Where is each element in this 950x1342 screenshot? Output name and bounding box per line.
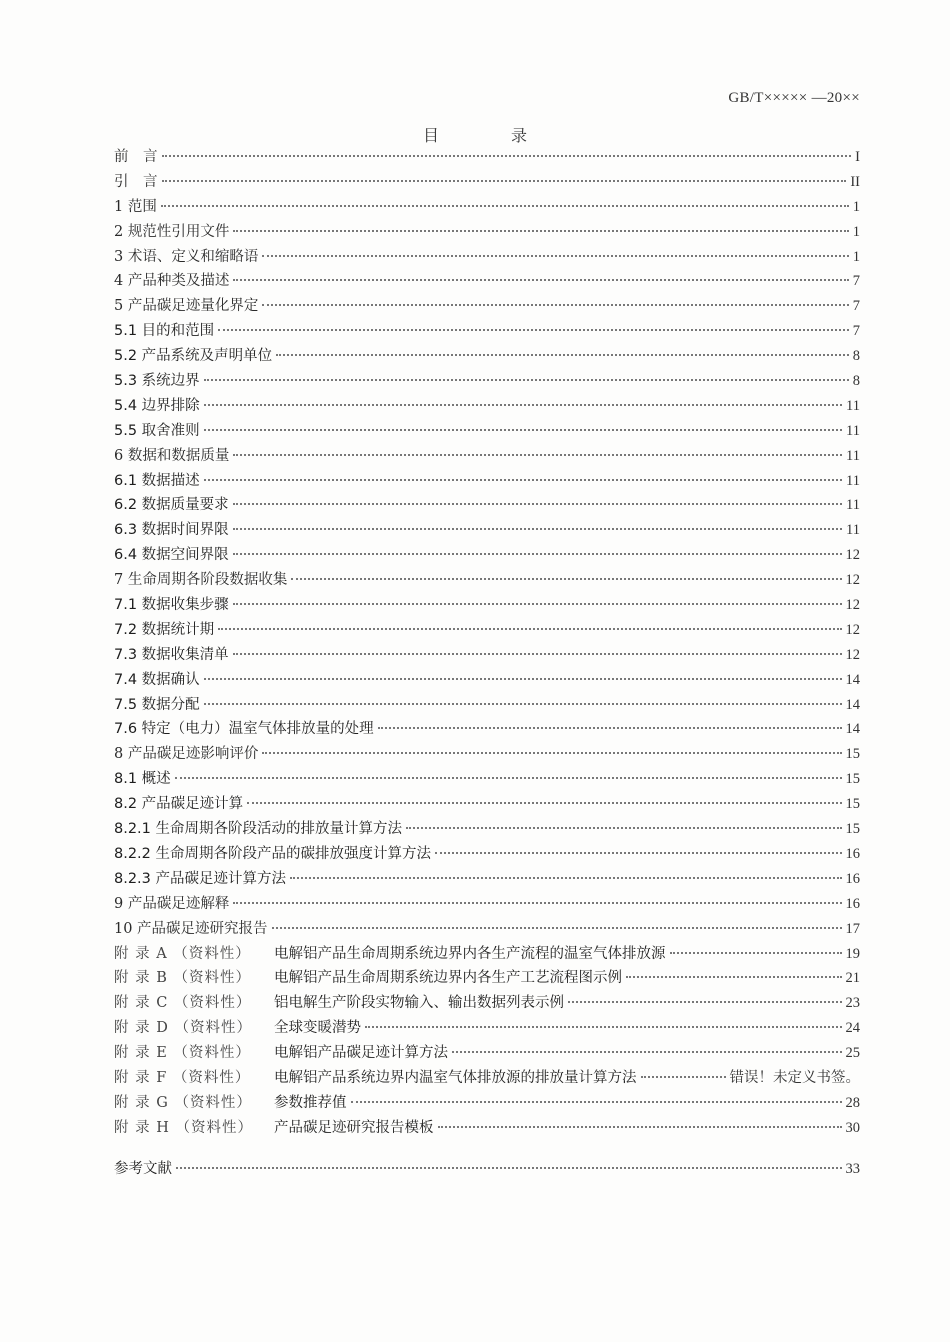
leader-dots (378, 727, 842, 729)
toc-entry[interactable] (114, 917, 860, 942)
leader-dots (233, 902, 841, 904)
toc-entry-label: 6.4 数据空间界限 (114, 547, 229, 564)
toc-entry-page: 11 (846, 522, 860, 539)
toc-entry[interactable] (114, 419, 860, 444)
toc-entry-label (114, 1016, 361, 1041)
toc-appendix-entry[interactable] (114, 966, 860, 991)
toc-entry-label: 8.2.2 生命周期各阶段产品的碳排放强度计算方法 (114, 845, 432, 862)
toc-entry[interactable] (114, 294, 860, 319)
toc-entry[interactable] (114, 369, 860, 394)
toc-entry-page: 1 (852, 248, 860, 265)
appendix-title: 电解铝产品生命周期系统边界内各生产工艺流程图示例 (274, 970, 622, 987)
toc-entry-page: I (855, 149, 860, 165)
appendix-prefix: 附 录 B （资料性） (114, 970, 251, 987)
toc-entry-page: 24 (845, 1020, 860, 1037)
leader-dots (262, 304, 848, 306)
leader-dots (365, 1026, 842, 1028)
leader-dots (233, 230, 848, 232)
toc-entry-page: 15 (845, 796, 860, 813)
leader-dots (161, 205, 849, 207)
toc-entry-page: 23 (845, 995, 860, 1012)
toc-appendix-entry[interactable] (114, 1066, 860, 1091)
toc-entry[interactable] (114, 170, 860, 195)
toc-entry-label: 7.5 数据分配 (114, 696, 200, 713)
leader-dots (204, 379, 849, 381)
toc-entry-label: 5.5 取舍准则 (114, 422, 200, 439)
leader-dots (626, 976, 842, 978)
toc-entry[interactable] (114, 842, 860, 867)
leader-dots (291, 578, 841, 580)
toc-entry-page: 12 (845, 572, 860, 589)
toc-entry-page: 8 (852, 348, 860, 365)
toc-entry[interactable] (114, 717, 860, 742)
toc-entry[interactable] (114, 643, 860, 668)
toc-entry[interactable] (114, 867, 860, 892)
appendix-title: 电解铝产品系统边界内温室气体排放源的排放量计算方法 (274, 1069, 637, 1086)
leader-dots (233, 603, 842, 605)
appendix-prefix: 附 录 G （资料性） (114, 1094, 252, 1111)
appendix-prefix: 附 录 H （资料性） (114, 1119, 253, 1136)
toc-entry-label: 1 范围 (114, 198, 157, 215)
appendix-title: 参数推荐值 (274, 1094, 347, 1111)
toc-entry-label (114, 1116, 434, 1141)
leader-dots (262, 752, 841, 754)
toc-entry-label (114, 942, 666, 967)
toc-entry[interactable] (114, 742, 860, 767)
leader-dots (670, 952, 842, 954)
toc-entry-page: 25 (845, 1045, 860, 1062)
toc-entry-label: 8 产品碳足迹影响评价 (114, 746, 259, 763)
toc-entry-page: 8 (852, 373, 860, 390)
toc-entry[interactable] (114, 892, 860, 917)
leader-dots (233, 454, 842, 456)
toc-entry-label: 8.2.1 生命周期各阶段活动的排放量计算方法 (114, 821, 403, 838)
leader-dots (247, 802, 841, 804)
leader-dots (568, 1001, 842, 1003)
appendix-prefix: 附 录 D （资料性） (114, 1020, 252, 1037)
toc-entry[interactable] (114, 319, 860, 344)
toc-entry-page: 11 (846, 447, 860, 464)
toc-entry-label: 参考文献 (114, 1161, 172, 1177)
toc-entry[interactable] (114, 344, 860, 369)
toc-entry-page: 30 (845, 1119, 860, 1136)
toc-entry-label: 6.1 数据描述 (114, 472, 200, 489)
toc-entry-label: 7.1 数据收集步骤 (114, 597, 229, 614)
toc-entry-page: 14 (845, 721, 860, 738)
appendix-prefix: 附 录 A （资料性） (114, 945, 251, 962)
toc-appendix-entry[interactable] (114, 1116, 860, 1141)
leader-dots (641, 1076, 726, 1078)
toc-entry-page: 11 (846, 422, 860, 439)
toc-entry-label: 7.3 数据收集清单 (114, 646, 229, 663)
toc-entry-label: 8.2 产品碳足迹计算 (114, 796, 244, 813)
leader-dots (233, 653, 842, 655)
leader-dots (233, 503, 842, 505)
toc-entry[interactable] (114, 195, 860, 220)
toc-entry[interactable] (114, 543, 860, 568)
toc-entry-label: 引 言 (114, 173, 158, 190)
toc-entry-page: 12 (845, 621, 860, 638)
toc-entry-label: 5.1 目的和范围 (114, 323, 215, 340)
leader-dots (438, 1126, 842, 1128)
document-code: GB/T××××× —20×× (728, 90, 860, 106)
toc-entry-page: 28 (845, 1094, 860, 1111)
toc-entry-label: 5.3 系统边界 (114, 373, 200, 390)
toc-entry-label: 6.2 数据质量要求 (114, 497, 229, 514)
toc-entry-label: 10 产品碳足迹研究报告 (114, 920, 268, 937)
toc-entry-page: 16 (845, 870, 860, 887)
toc-entry[interactable] (114, 767, 860, 792)
appendix-title: 产品碳足迹研究报告模板 (274, 1119, 434, 1136)
toc-entry-page: 7 (852, 273, 860, 290)
toc-entry-page: 17 (845, 920, 860, 937)
toc-entry-page: 11 (846, 497, 860, 514)
toc-entry[interactable] (114, 394, 860, 419)
toc-entry-page: 11 (846, 397, 860, 414)
leader-dots (290, 877, 841, 879)
toc-entry-page: 7 (852, 323, 860, 340)
appendix-title: 全球变暖潜势 (274, 1020, 361, 1037)
toc-entry[interactable] (114, 469, 860, 494)
leader-dots (351, 1101, 842, 1103)
toc-entry-page: II (850, 173, 860, 190)
toc-entry-label: 9 产品碳足迹解释 (114, 895, 230, 912)
toc-entry[interactable] (114, 593, 860, 618)
toc-entry-label: 3 术语、定义和缩略语 (114, 248, 259, 265)
leader-dots (175, 777, 842, 779)
toc-entry-page: 7 (852, 298, 860, 315)
toc-entry-label: 5.2 产品系统及声明单位 (114, 348, 273, 365)
toc-entry-page: 14 (845, 671, 860, 688)
leader-dots (204, 429, 842, 431)
leader-dots (204, 703, 842, 705)
leader-dots (218, 329, 849, 331)
toc-entry-page: 1 (852, 198, 860, 215)
toc-entry-label: 5.4 边界排除 (114, 397, 200, 414)
leader-dots (233, 279, 848, 281)
appendix-title: 铝电解生产阶段实物输入、输出数据列表示例 (274, 995, 564, 1012)
toc-entry-label: 2 规范性引用文件 (114, 223, 230, 240)
leader-dots (204, 678, 842, 680)
appendix-title: 电解铝产品碳足迹计算方法 (274, 1045, 448, 1062)
toc-entry[interactable] (114, 693, 860, 718)
appendix-prefix: 附 录 C （资料性） (114, 995, 252, 1012)
leader-dots (272, 927, 842, 929)
leader-dots (233, 553, 842, 555)
leader-dots (218, 628, 841, 630)
toc-entry-page: 16 (845, 845, 860, 862)
toc-appendix-entry[interactable] (114, 1091, 860, 1116)
toc-entry[interactable] (114, 618, 860, 643)
toc-entry-label: 8.1 概述 (114, 771, 171, 788)
leader-dots (452, 1051, 842, 1053)
toc-entry[interactable] (114, 444, 860, 469)
toc-entry-label: 6 数据和数据质量 (114, 447, 230, 464)
toc-entry[interactable] (114, 493, 860, 518)
toc-entry-page: 12 (845, 646, 860, 663)
toc-appendix-entry[interactable] (114, 1016, 860, 1041)
toc-entry-page: 21 (845, 970, 860, 987)
toc-entry[interactable] (114, 518, 860, 543)
toc-entry-label: 7 生命周期各阶段数据收集 (114, 572, 288, 589)
leader-dots (435, 852, 841, 854)
toc-entry-page: 33 (845, 1161, 860, 1177)
leader-dots (276, 354, 849, 356)
toc-entry-label (114, 1041, 448, 1066)
toc-entry[interactable] (114, 269, 860, 294)
toc-entry-label (114, 966, 622, 991)
toc-entry-page: 19 (845, 945, 860, 962)
toc-appendix-entry[interactable] (114, 1041, 860, 1066)
leader-dots (262, 255, 848, 257)
toc-entry-label (114, 1091, 347, 1116)
toc-entry[interactable] (114, 245, 860, 270)
toc-entry-page: 16 (845, 895, 860, 912)
toc-entry-label (114, 991, 564, 1016)
toc-entry-page: 14 (845, 696, 860, 713)
toc-entry-label: 4 产品种类及描述 (114, 273, 230, 290)
toc-entry-page: 错误！未定义书签。 (729, 1069, 860, 1086)
toc-entry[interactable] (114, 817, 860, 842)
toc-entry-label (114, 1066, 637, 1091)
toc-entry-page: 12 (845, 547, 860, 564)
toc-entry[interactable] (114, 668, 860, 693)
toc-entry-label: 5 产品碳足迹量化界定 (114, 298, 259, 315)
leader-dots (162, 180, 847, 182)
toc-appendix-entry[interactable] (114, 991, 860, 1016)
toc-entry-label: 前 言 (114, 149, 158, 165)
page-title: 目 录 (422, 126, 555, 145)
leader-dots (406, 827, 841, 829)
toc-entry[interactable] (114, 792, 860, 817)
toc-appendix-entry[interactable] (114, 942, 860, 967)
toc-entry[interactable] (114, 145, 860, 170)
leader-dots (176, 1167, 842, 1169)
leader-dots (162, 155, 852, 157)
toc-entry-label: 6.3 数据时间界限 (114, 522, 229, 539)
toc-entry-page: 1 (852, 223, 860, 240)
appendix-title: 电解铝产品生命周期系统边界内各生产流程的温室气体排放源 (274, 945, 666, 962)
toc-entry-label: 8.2.3 产品碳足迹计算方法 (114, 870, 287, 887)
toc-entry[interactable] (114, 220, 860, 245)
toc-entry-label: 7.4 数据确认 (114, 671, 200, 688)
leader-dots (204, 479, 842, 481)
toc-entry-page: 11 (846, 472, 860, 489)
toc-entry-label: 7.6 特定（电力）温室气体排放量的处理 (114, 721, 374, 738)
table-of-contents (114, 145, 860, 1141)
leader-dots (204, 404, 842, 406)
toc-entry-page: 12 (845, 597, 860, 614)
toc-entry-page: 15 (845, 746, 860, 763)
leader-dots (233, 528, 842, 530)
toc-entry-page: 15 (845, 771, 860, 788)
references-entry[interactable] (114, 1157, 860, 1182)
toc-entry-page: 15 (845, 821, 860, 838)
toc-entry-label: 7.2 数据统计期 (114, 621, 215, 638)
toc-entry[interactable] (114, 568, 860, 593)
appendix-prefix: 附 录 F （资料性） (114, 1069, 251, 1086)
appendix-prefix: 附 录 E （资料性） (114, 1045, 251, 1062)
